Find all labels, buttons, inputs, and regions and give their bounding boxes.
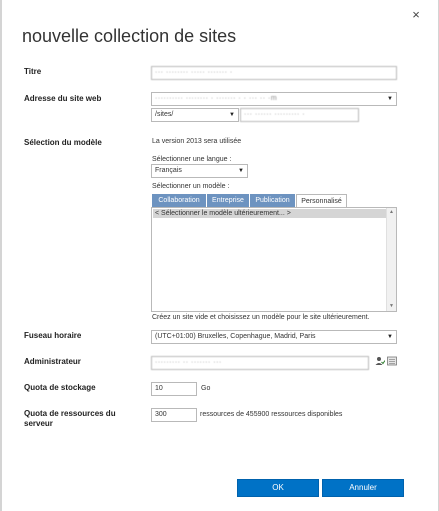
ressources-input[interactable]: 300 <box>151 408 197 422</box>
version-note: La version 2013 sera utilisée <box>152 138 242 145</box>
scroll-up-icon[interactable]: ▲ <box>389 209 394 215</box>
close-icon[interactable]: × <box>412 7 420 22</box>
administrateur-input[interactable]: ········· ·· ······· ··· <box>151 356 369 370</box>
check-names-icon[interactable] <box>375 356 385 366</box>
language-value: Français <box>155 167 182 174</box>
language-select[interactable] <box>151 164 248 178</box>
dialog-left-border <box>0 0 2 511</box>
administrateur-label: Administrateur <box>24 357 81 366</box>
chevron-down-icon: ▼ <box>387 96 393 102</box>
modele-label: Sélection du modèle <box>24 138 102 147</box>
language-label: Sélectionner une langue : <box>152 156 232 163</box>
adresse-path-select[interactable] <box>151 108 239 122</box>
dialog-title: nouvelle collection de sites <box>22 26 237 46</box>
tab-entreprise[interactable]: Entreprise <box>207 194 249 207</box>
titre-label: Titre <box>24 67 42 76</box>
stockage-unit: Go <box>201 385 211 392</box>
model-label: Sélectionner un modèle : <box>152 183 230 190</box>
stockage-input[interactable]: 10 <box>151 382 197 396</box>
scroll-down-icon[interactable]: ▼ <box>389 303 394 309</box>
titre-input[interactable]: ··· ········ ····· ······· · <box>151 66 397 80</box>
ok-button[interactable]: OK <box>237 479 319 497</box>
chevron-down-icon: ▼ <box>229 112 235 118</box>
stockage-label: Quota de stockage <box>24 383 96 392</box>
template-hint: Créez un site vide et choisissez un modèle pour le site ultérieurement. <box>152 314 370 321</box>
listbox-scrollbar[interactable] <box>386 208 396 311</box>
adresse-host-value: ·········· ········ · ······· · · ··· ·· ·m <box>155 95 278 102</box>
tab-collaboration[interactable]: Collaboration <box>152 194 206 207</box>
adresse-label: Adresse du site web <box>24 94 102 103</box>
fuseau-value: (UTC+01:00) Bruxelles, Copenhague, Madrid, Paris <box>155 333 316 340</box>
tab-publication[interactable]: Publication <box>250 194 295 207</box>
list-item[interactable]: < Sélectionner le modèle ultérieurement... > <box>153 209 387 218</box>
adresse-path-value: /sites/ <box>155 111 174 118</box>
address-book-icon[interactable] <box>387 356 397 366</box>
chevron-down-icon: ▼ <box>387 334 393 340</box>
template-listbox[interactable] <box>151 207 397 312</box>
adresse-host-select[interactable] <box>151 92 397 106</box>
fuseau-select[interactable] <box>151 330 397 344</box>
tab-personnalise[interactable]: Personnalisé <box>296 194 347 208</box>
cancel-button[interactable]: Annuler <box>322 479 404 497</box>
ressources-label-line2: serveur <box>24 419 53 428</box>
adresse-name-input[interactable]: ··· ······ ········· · <box>240 108 359 122</box>
fuseau-label: Fuseau horaire <box>24 331 82 340</box>
ressources-label-line1: Quota de ressources du <box>24 409 116 418</box>
chevron-down-icon: ▼ <box>238 168 244 174</box>
ressources-suffix: ressources de 455900 ressources disponibles <box>200 411 343 418</box>
